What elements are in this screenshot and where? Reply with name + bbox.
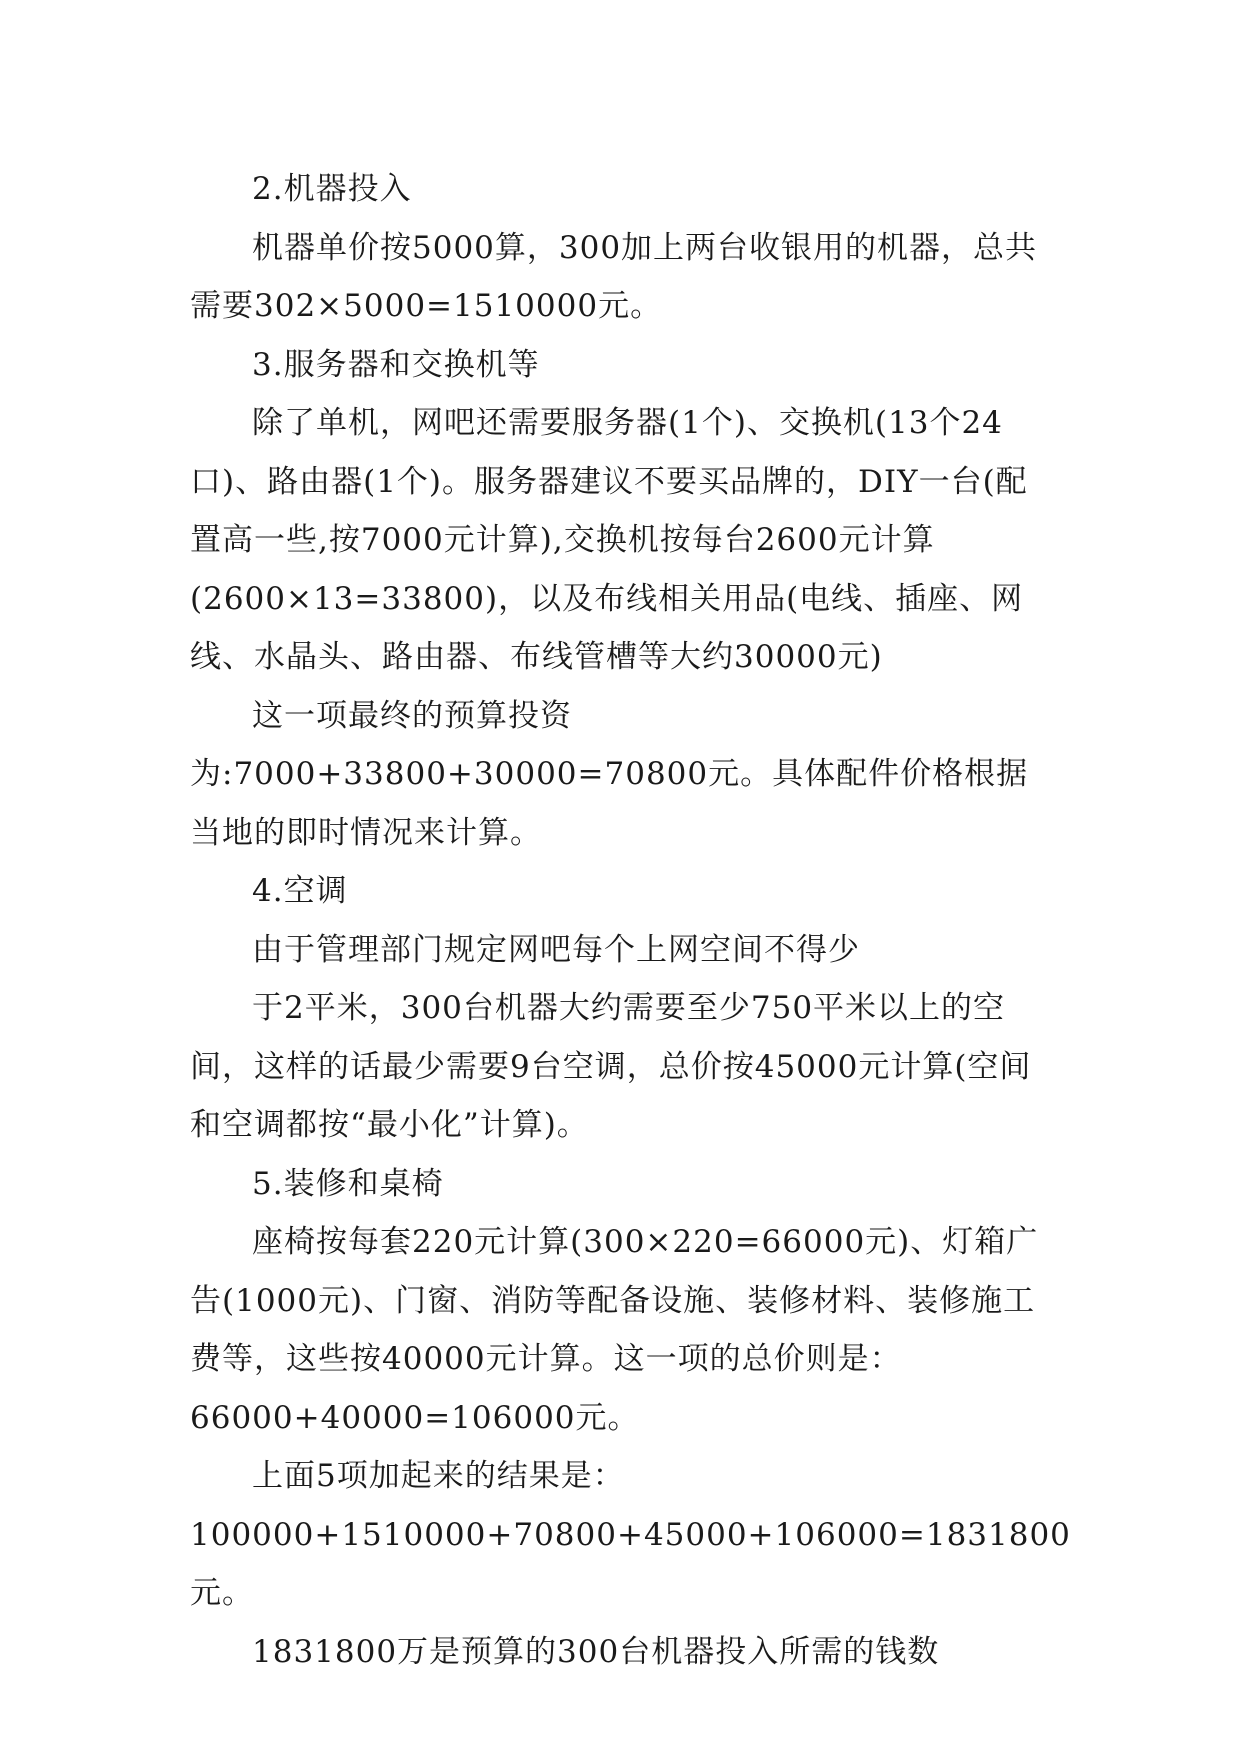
section-heading-aircon: 4.空调 [252, 873, 348, 909]
paragraph-machine-cost: 机器单价按5000算，300加上两台收银用的机器，总共需要302×5000=1510000元。 [190, 229, 1038, 324]
section-heading-machines: 2.机器投入 [252, 171, 412, 207]
paragraph-decoration-cost: 座椅按每套220元计算(300×220=66000元)、灯箱广告(1000元)、门窗、消防等配备设施、装修材料、装修施工费等，这些按40000元计算。这一项的总价则是：66000+40000=106000元。 [190, 1224, 1039, 1436]
paragraph-grand-total: 上面5项加起来的结果是：100000+1510000+70800+45000+106000=1831800元。 [190, 1458, 1071, 1611]
document-body [190, 160, 1071, 1681]
paragraph-server-switch: 除了单机，网吧还需要服务器(1个)、交换机(13个24口)、路由器(1个)。服务器建议不要买品牌的，DIY一台(配置高一些,按7000元计算),交换机按每台2600元计算(2600×13=33800)，以及布线相关用品(电线、插座、网线、水晶头、路由器、布线管槽等大约30000元) [190, 405, 1028, 675]
paragraph-aircon-cost: 于2平米，300台机器大约需要至少750平米以上的空间，这样的话最少需要9台空调，总价按45000元计算(空间和空调都按“最小化”计算)。 [190, 990, 1032, 1143]
paragraph-server-total: 这一项最终的预算投资为:7000+33800+30000=70800元。具体配件价格根据当地的即时情况来计算。 [190, 697, 1029, 851]
section-heading-servers: 3.服务器和交换机等 [252, 346, 540, 383]
section-heading-decoration: 5.装修和桌椅 [252, 1165, 444, 1202]
paragraph-conclusion: 1831800万是预算的300台机器投入所需的钱数 [252, 1633, 940, 1670]
paragraph-aircon-rule: 由于管理部门规定网吧每个上网空间不得少 [252, 931, 860, 968]
